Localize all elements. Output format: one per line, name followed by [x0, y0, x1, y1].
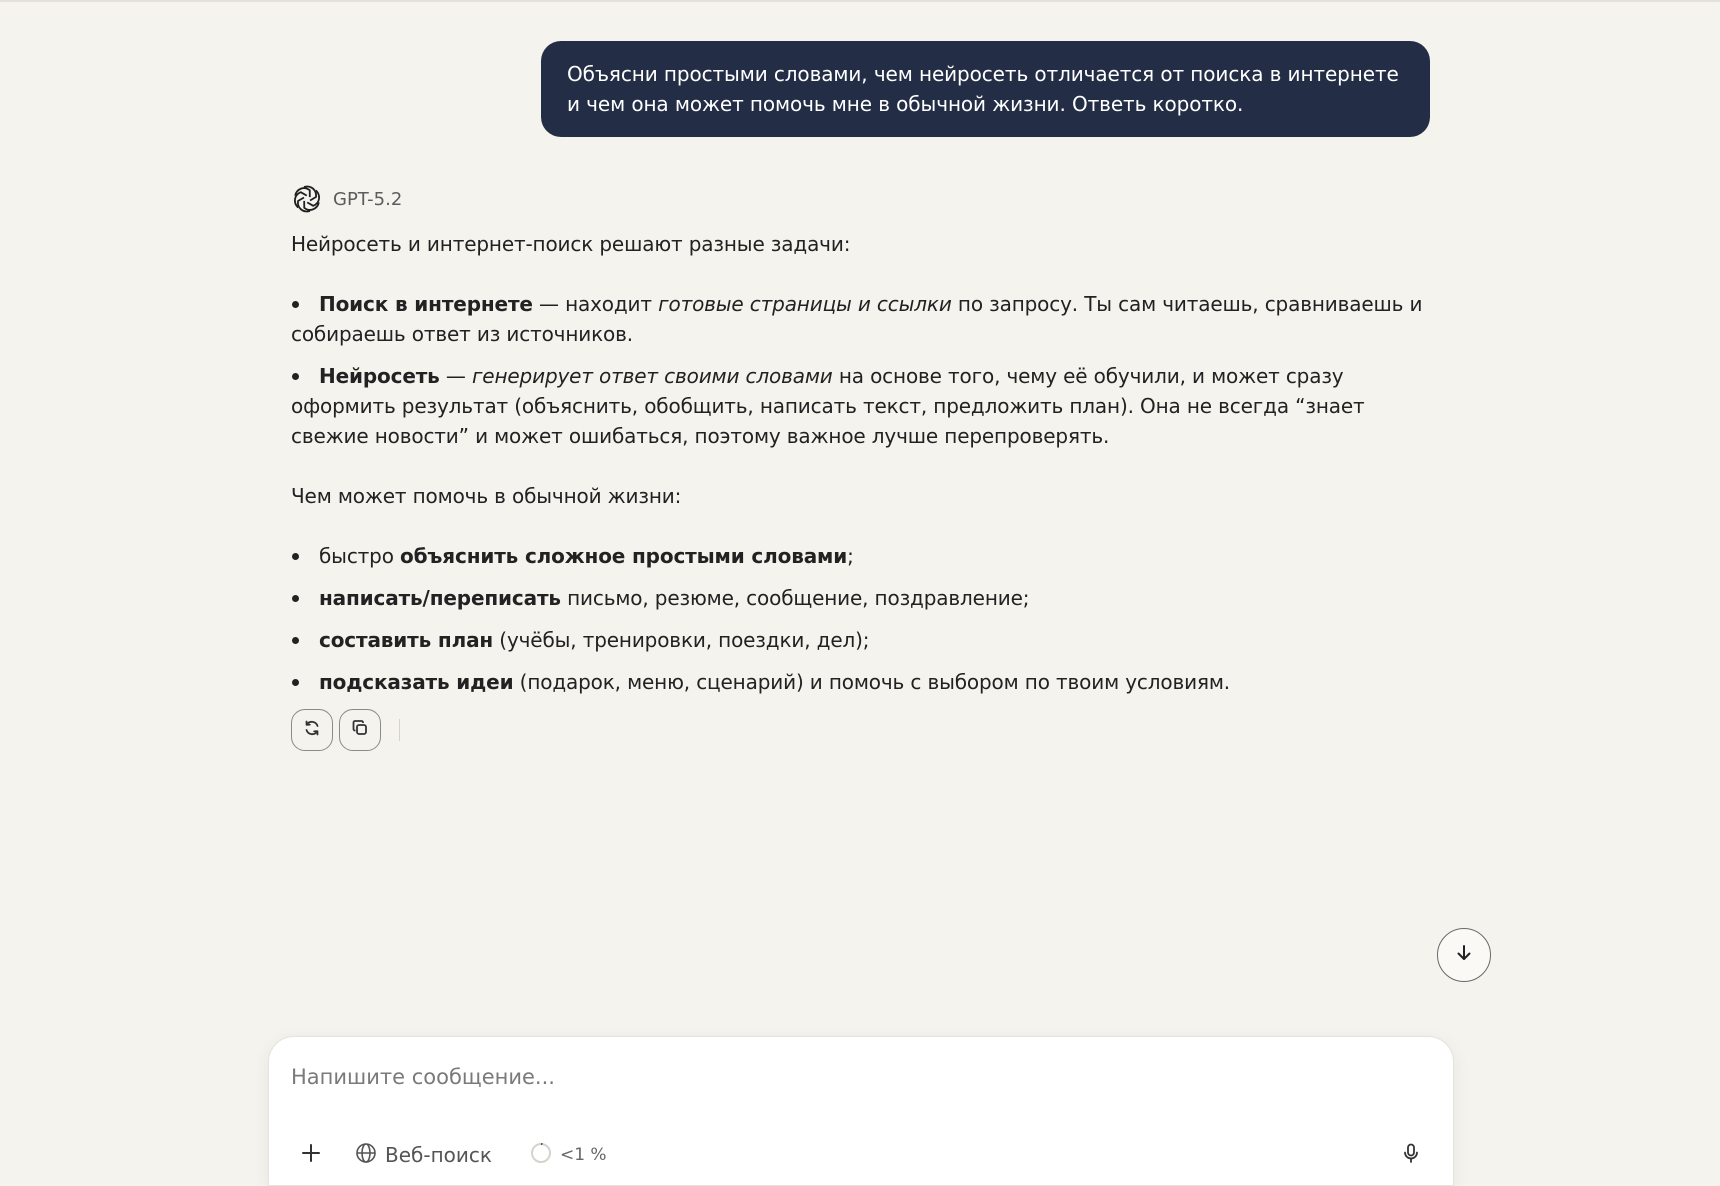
list-item [291, 583, 1431, 613]
refresh-icon [302, 718, 322, 742]
context-usage-indicator[interactable] [530, 1142, 607, 1169]
item-italic: готовые страницы и ссылки [658, 292, 952, 316]
copy-icon [350, 718, 370, 742]
model-name: GPT-5.2 [333, 188, 403, 210]
item-pre: быстро [319, 544, 401, 568]
item-rest: ; [847, 544, 854, 568]
item-rest: (подарок, меню, сценарий) и помочь с выбором по твоим условиям. [513, 670, 1230, 694]
model-header [291, 182, 1431, 216]
list-item [291, 541, 1431, 571]
scroll-to-bottom-button[interactable] [1437, 928, 1491, 982]
top-divider [0, 0, 1720, 2]
item-bold: объяснить сложное простыми словами [400, 544, 848, 568]
list-item [291, 667, 1431, 697]
item-rest: на основе того, чему её обучили, и может сразу оформить результат (объяснить, обобщить, написать текст, предложить план). Она не всегда “знает свежие новости” и может ошибаться, поэтому важное лучше перепроверять. [291, 364, 1365, 448]
item-rest: письмо, резюме, сообщение, поздравление; [560, 586, 1030, 610]
list-item [291, 289, 1431, 349]
user-message-text: Объясни простыми словами, чем нейросеть отличается от поиска в интернете и чем она может помочь мне в обычной жизни. Ответь коротко. [567, 62, 1399, 116]
web-search-button[interactable] [355, 1142, 492, 1169]
copy-button[interactable] [339, 709, 381, 751]
web-search-label: Веб-поиск [385, 1143, 492, 1167]
item-bold: подсказать идеи [319, 670, 514, 694]
uses-list [291, 541, 1431, 697]
item-bold: написать/переписать [319, 586, 561, 610]
item-dash: — находит [532, 292, 659, 316]
arrow-down-icon [1453, 942, 1475, 968]
regenerate-button[interactable] [291, 709, 333, 751]
item-rest: по запросу. Ты сам читаешь, сравниваешь и собираешь ответ из источников. [291, 292, 1423, 346]
message-actions [291, 709, 1431, 751]
item-dash: — [439, 364, 472, 388]
message-input[interactable] [291, 1057, 1391, 1097]
comparison-list [291, 289, 1431, 451]
composer-toolbar [291, 1135, 1431, 1175]
plus-icon [300, 1142, 322, 1168]
list-item [291, 625, 1431, 655]
progress-ring-icon [530, 1142, 552, 1169]
item-bold: Нейросеть [319, 364, 440, 388]
list-item [291, 361, 1431, 451]
usage-label: <1 % [559, 1145, 607, 1165]
item-bold: составить план [319, 628, 494, 652]
globe-icon [355, 1142, 377, 1169]
message-composer [268, 1036, 1454, 1186]
voice-input-button[interactable] [1391, 1135, 1431, 1175]
actions-divider [399, 719, 400, 741]
attach-button[interactable] [291, 1135, 331, 1175]
assistant-message [291, 182, 1431, 751]
user-message-bubble [541, 41, 1430, 137]
openai-logo-icon [291, 183, 323, 215]
answer-body [291, 229, 1431, 697]
microphone-icon [1400, 1142, 1422, 1168]
item-bold: Поиск в интернете [319, 292, 533, 316]
item-rest: (учёбы, тренировки, поездки, дел); [493, 628, 870, 652]
answer-intro-2: Чем может помочь в обычной жизни: [291, 484, 682, 508]
item-italic: генерирует ответ своими словами [471, 364, 833, 388]
answer-intro: Нейросеть и интернет-поиск решают разные задачи: [291, 232, 851, 256]
